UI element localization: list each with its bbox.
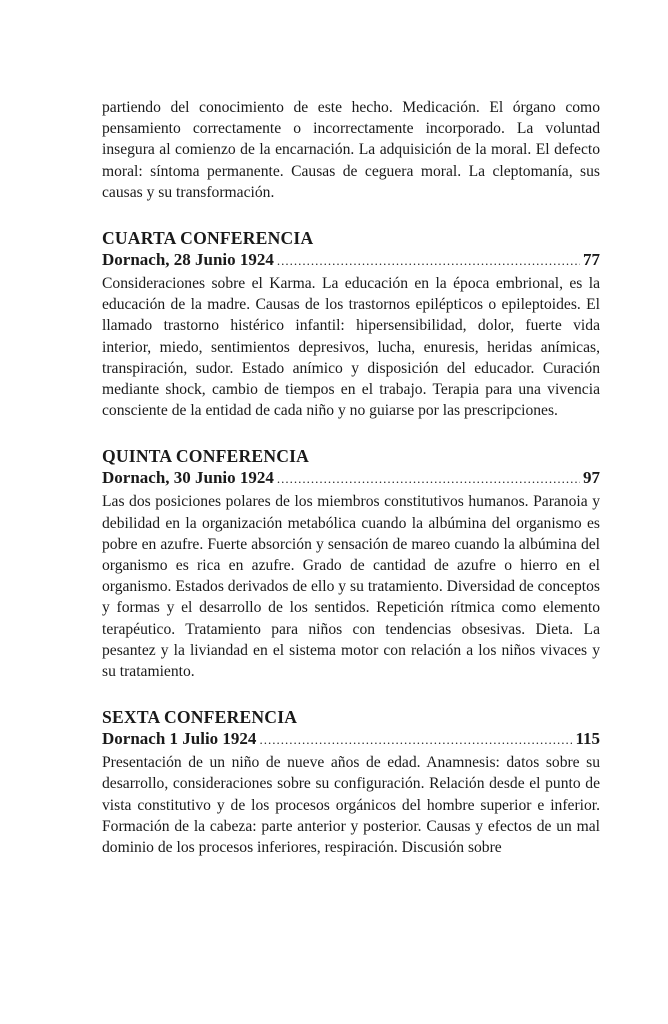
book-page [102,97,600,858]
section-title: QUINTA CONFERENCIA [102,446,310,467]
section-title: SEXTA CONFERENCIA [102,707,298,728]
intro-paragraph: partiendo del conocimiento de este hecho. Medicación. El órgano como pensamiento correctamente o incorrectamente incorporado. La voluntad insegura al comienzo de la encarnación. La adquisición de la moral. El defecto moral: síntoma permanente. Causas de ceguera moral. La cleptomanía, sus causas y su transformación. [102,99,600,201]
toc-entry [102,728,600,751]
toc-page-number: 77 [583,250,600,270]
section-summary: Consideraciones sobre el Karma. La educación en la época embrional, es la educación de la madre. Causas de los trastornos epilépticos o epileptoides. El llamado trastorno histérico infantil: hipersensibilidad, dolor, fuerte vida interior, miedo, sentimientos depresivos, lucha, enuresis, heridas anímicas, transpiración, sudor. Estado anímico y disposición del educador. Curación mediante shock, cambio de tiempos en el trabajo. Terapia para una vivencia consciente de la entidad de cada niño y no guiarse por las prescripciones. [102,275,600,420]
toc-entry [102,467,600,490]
section-cuarta-conferencia [102,227,600,421]
section-summary: Presentación de un niño de nueve años de edad. Anamnesis: datos sobre su desarrollo, consideraciones sobre su configuración. Relación desde el punto de vista constitutivo y de los procesos orgánicos del hombre superior e inferior. Formación de la cabeza: parte anterior y posterior. Causas y efectos de un mal dominio de los procesos inferiores, respiración. Discusión sobre [102,754,600,857]
toc-place-date: Dornach, 30 Junio 1924 [102,468,274,488]
toc-entry [102,249,600,272]
section-summary: Las dos posiciones polares de los miembros constitutivos humanos. Paranoia y debilidad en la organización metabólica cuando la albúmina del organismo es pobre en azufre. Fuerte absorción y sensación de mareo cuando la albúmina del organismo es rica en azufre. Grado de cantidad de azufre o hierro en el organismo. Estados derivados de ello y su tratamiento. Diversidad de conceptos y formas y el desarrollo de los sentidos. Repetición rítmica como elemento terapéutico. Tratamiento para niños con tendencias obsesivas. Dieta. La pesantez y la liviandad en el sistema motor con relación a los niños vivaces y su tratamiento. [102,493,600,681]
toc-page-number: 115 [575,729,600,749]
section-quinta-conferencia [102,445,600,682]
section-sexta-conferencia [102,706,600,858]
toc-place-date: Dornach, 28 Junio 1924 [102,250,274,270]
section-title: CUARTA CONFERENCIA [102,228,314,249]
toc-place-date: Dornach 1 Julio 1924 [102,729,257,749]
dot-leader [277,468,580,490]
toc-page-number: 97 [583,468,600,488]
dot-leader [259,729,572,751]
dot-leader [277,250,580,272]
